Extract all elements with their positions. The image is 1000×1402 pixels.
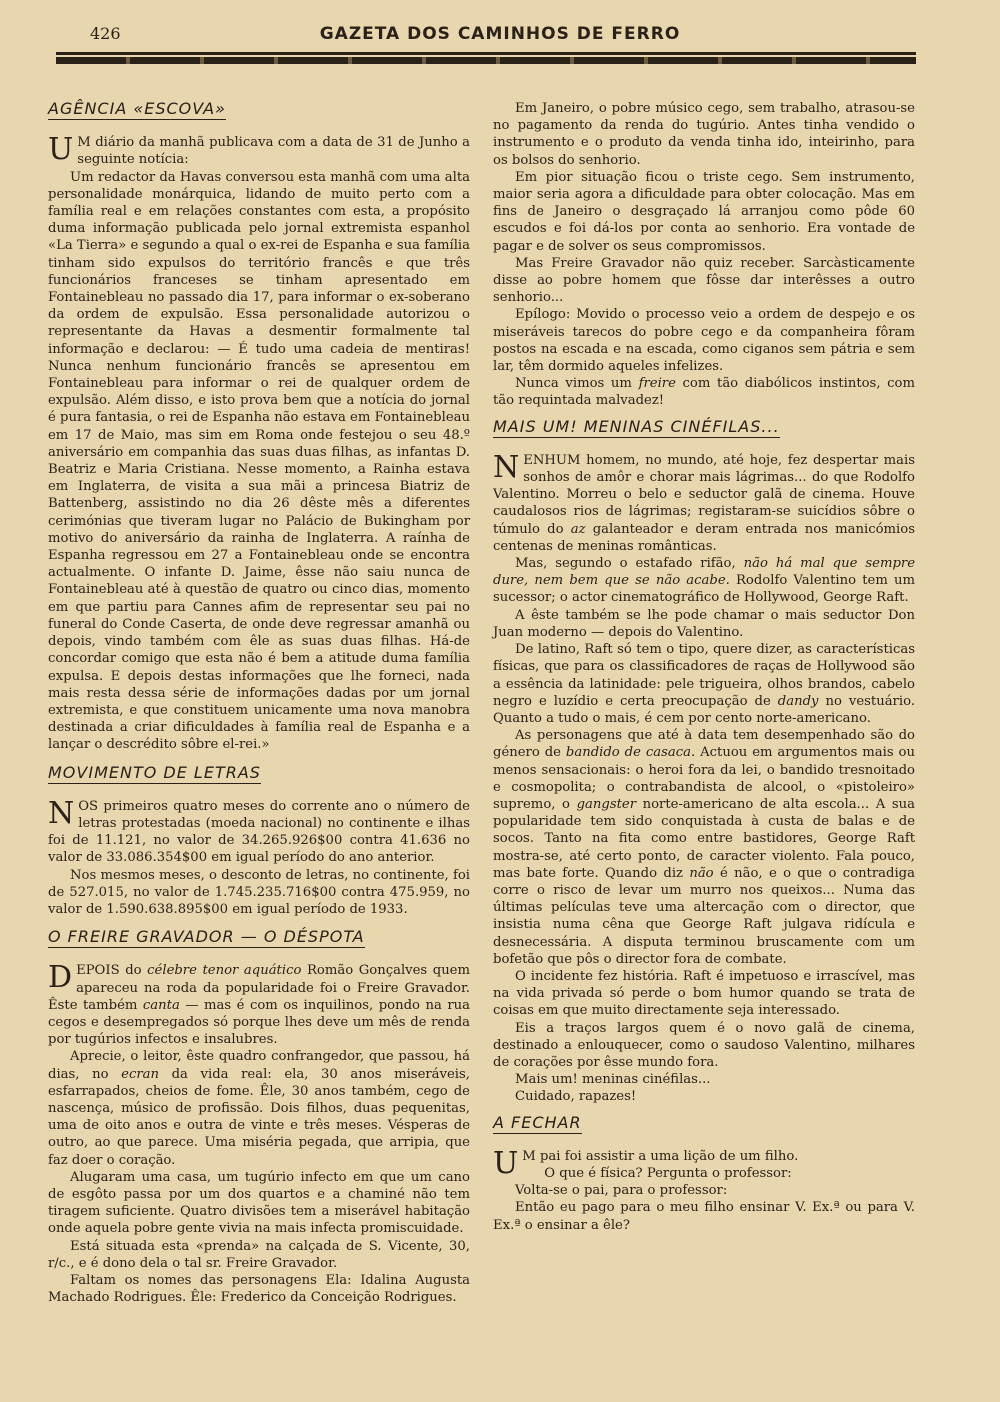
dropcap: N: [493, 449, 520, 485]
page-number: 426: [90, 24, 121, 43]
dropcap: U: [48, 132, 74, 168]
heading-a-fechar: A FECHAR: [493, 1114, 582, 1134]
meninas-lead: NENHUM homem, no mundo, até hoje, fez despertar mais sonhos de amôr e chorar mais lágrimas... do que Rodolfo Valentino. Morreu o belo e seductor galã de cinema. Houve caudalosos rios de lágrimas; registaram-se suicídios sôbre o túmulo do az galanteador e deram entrada nos manicómios centenas de meninas românticas.: [493, 449, 915, 554]
meninas-paragraph: De latino, Raft só tem o tipo, quere dizer, as características físicas, que para os classificadores de raças de Hollywood são a essência da latinidade: pele trigueira, olhos brandos, cabelo negro e luzídio e certa preocupação de dandy no vestuário. Quanto a tudo o mais, é cem por cento norte-americano.: [493, 642, 915, 726]
heading-agencia-escova: AGÊNCIA «ESCOVA»: [48, 100, 226, 120]
meninas-paragraph: Eis a traços largos quem é o novo galã de cinema, destinado a enlouquecer, como o saudoso Valentino, milhares de corações por êsse mundo fora.: [493, 1020, 915, 1070]
fechar-paragraph: O que é física? Pergunta o professor:: [544, 1165, 792, 1181]
freire-paragraph: Aprecie, o leitor, êste quadro confrangedor, que passou, há dias, no ecran da vida real: ela, 30 anos miseráveis, esfarrapados, cheios de fome. Êle, 30 anos também, cego de nascença, músico de profissão. Dois filhos, duas pequenitas, uma de oito anos e outra de vinte e três meses. Vésperas de outro, ao que parece. Uma miséria pegada, que arripia, que faz doer o coração.: [48, 1049, 470, 1168]
letras-paragraph: Nos mesmos meses, o desconto de letras, no continente, foi de 527.015, no valor de 1.745.235.716$00 contra 475.959, no valor de 1.590.638.895$00 em igual período de 1933.: [48, 867, 470, 917]
freire-paragraph: Alugaram uma casa, um tugúrio infecto em que um cano de esgôto passa por um dos quartos e a chaminé não tem tiragem suficiente. Quatro divisões tem a miserável habitação onde aquela pobre gente vivia na mais infecta promiscuidade.: [48, 1169, 470, 1237]
header-rule-thick: [56, 57, 916, 64]
freire-paragraph: Em Janeiro, o pobre músico cego, sem trabalho, atrasou-se no pagamento da renda do tugúrio. Antes tinha vendido o instrumento e o produto da venda tinha ido, inteirinho, para os bolsos do senhorio.: [493, 101, 915, 168]
right-column: [493, 100, 915, 1234]
freire-paragraph: Nunca vimos um freire com tão diabólicos instintos, com tão requintada malvadez!: [493, 376, 915, 409]
heading-movimento-letras: MOVIMENTO DE LETRAS: [48, 764, 261, 784]
freire-paragraph: Mas Freire Gravador não quiz receber. Sarcàsticamente disse ao pobre homem que fôsse dar interêsses a outro senhorio...: [493, 255, 915, 306]
agencia-paragraph: Um redactor da Havas conversou esta manhã com uma alta personalidade monárquica, lidando de muito perto com a família real e em relações constantes com esta, a propósito duma informação publicada pelo jornal extremista espanhol «La Tierra» e segundo a qual o ex-rei de Espanha e sua família tinham sido expulsos do território francês e que três funcionários franceses se tinham apresentado em Fontainebleau no passado dia 17, para informar o ex-soberano da ordem de expulsão. Essa personalidade autorizou o representante da Havas a desmentir formalmente tal informação e declarou: — É tudo uma cadeia de mentiras! Nunca nenhum funcionário francês se apresentou em Fontainebleau para informar o rei de qualquer ordem de expulsão. Além disso, e isto prova bem que a notícia do jornal é pura fantasia, o rei de Espanha não estava em Fontainebleau em 17 de Maio, mas sim em Roma onde festejou o seu 48.º aniversário em companhia das suas duas filhas, as infantas D. Beatriz e Maria Cristiana. Nesse momento, a Rainha estava em Inglaterra, de visita a sua mãi a princesa Biatriz de Battenberg, assistindo no dia 26 dêste mês a diferentes cerimónias que tiveram lugar no Palácio de Bukingham por motivo do aniversário da rainha de Inglaterra. A raínha de Espanha regressou em 27 a Fontainebleau onde se encontra actualmente. O infante D. Jaime, êsse não saiu nunca de Fontainebleau até à questão de quatro ou cinco dias, momento em que partiu para Cannes afim de representar seu pai no funeral do Conde Caserta, de onde deve regressar amanhã ou depois, vindo também com êle as suas duas filhas. Há-de concordar comigo que esta não é bem a atitude duma família expulsa. E depois destas informações que lhe forneci, nada mais resta dessa série de informações dadas por um jornal extremista, e que constituem unicamente uma nova manobra destinada a criar dificuldades à família real de Espanha e a lançar o descrédito sôbre el-rei.»: [48, 169, 470, 753]
heading-freire-gravador: O FREIRE GRAVADOR — O DÉSPOTA: [48, 928, 365, 948]
meninas-paragraph: Mas, segundo o estafado rifão, não há mal que sempre dure, nem bem que se não acabe. Rodolfo Valentino tem um sucessor; o actor cinematográfico de Hollywood, George Raft.: [493, 556, 915, 606]
freire-lead: DEPOIS do célebre tenor aquático Romão Gonçalves quem apareceu na roda da popularidade foi o Freire Gravador. Êste também canta — mas é com os inquilinos, pondo na rua cegos e desempregados só porque lhes deve um mês de renda por tugúrios infectos e insalubres.: [48, 960, 470, 1048]
freire-paragraph: Epílogo: Movido o processo veio a ordem de despejo e os miseráveis tarecos do pobre cego e da companheira fôram postos na escada e na escada, como ciganos sem pátria e sem lar, têm dormido aqueles infelizes.: [493, 307, 915, 375]
left-column: [48, 100, 470, 1306]
freire-paragraph: Em pior situação ficou o triste cego. Sem instrumento, maior seria agora a dificuldade para obter colocação. Mas em fins de Janeiro o desgraçado lá arranjou como pôde 60 escudos e foi dá-los por conta ao senhorio. Era vontade de pagar e de solver os seus compromissos.: [493, 169, 915, 254]
freire-paragraph: Está situada esta «prenda» na calçada de S. Vicente, 30, r/c., e é dono dela o tal sr. Freire Gravador.: [48, 1238, 470, 1271]
agencia-lead: U M diário da manhã publicava com a data de 31 de Junho a seguinte notícia:: [48, 132, 470, 168]
dropcap: N: [48, 795, 75, 831]
freire-paragraph: Faltam os nomes das personagens Ela: Idalina Augusta Machado Rodrigues. Êle: Frederico da Conceição Rodrigues.: [48, 1273, 470, 1306]
fechar-paragraph: Então eu pago para o meu filho ensinar V. Ex.ª ou para V. Ex.ª o ensinar a êle?: [493, 1200, 915, 1233]
meninas-paragraph: Mais um! meninas cinéfilas...: [515, 1072, 711, 1088]
letras-lead: NOS primeiros quatro meses do corrente ano o número de letras protestadas (moeda nacional) no continente e ilhas foi de 11.121, no valor de 34.265.926$00 contra 41.636 no valor de 33.086.354$00 em igual período do ano anterior.: [48, 795, 470, 866]
fechar-lead: U M pai foi assistir a uma lição de um filho.: [493, 1145, 799, 1181]
header-rule-thin: [56, 52, 916, 55]
running-title: GAZETA DOS CAMINHOS DE FERRO: [319, 24, 681, 44]
meninas-paragraph: O incidente fez história. Raft é impetuoso e irrascível, mas na vida privada só perde o bom humor quando se trata de coisas em que muito directamente seja interessado.: [493, 968, 915, 1019]
fechar-paragraph: Volta-se o pai, para o professor:: [515, 1183, 728, 1199]
heading-meninas-cinefilas: MAIS UM! MENINAS CINÉFILAS...: [493, 418, 780, 438]
meninas-paragraph: A êste também se lhe pode chamar o mais seductor Don Juan moderno — depois do Valentino.: [493, 607, 915, 640]
meninas-paragraph: Cuidado, rapazes!: [515, 1089, 637, 1105]
dropcap: U: [493, 1145, 519, 1181]
dropcap: D: [48, 960, 73, 996]
meninas-paragraph: As personagens que até à data tem desempenhado são do género de bandido de casaca. Actuou em argumentos mais ou menos sensacionais: o heroi fora da lei, o bandido tresnoitado e cosmopolita; o contrabandista de alcool, o «pistoleiro» supremo, o gangster norte-americano de alta escola... A sua popularidade tem sido conquistada à custa de balas e de socos. Tanto na fita como entre bastidores, George Raft mostra-se, até certo ponto, de caracter violento. Fala pouco, mas bate forte. Quando diz não é não, e o que o contradiga corre o risco de levar um murro nos queixos... Numa das últimas películas teve uma altercação com o director, que insistia numa cêna que George Raft julgava ridícula e desnecessária. A disputa terminou bruscamente com um bofetão que pôs o director fora de combate.: [493, 728, 915, 967]
